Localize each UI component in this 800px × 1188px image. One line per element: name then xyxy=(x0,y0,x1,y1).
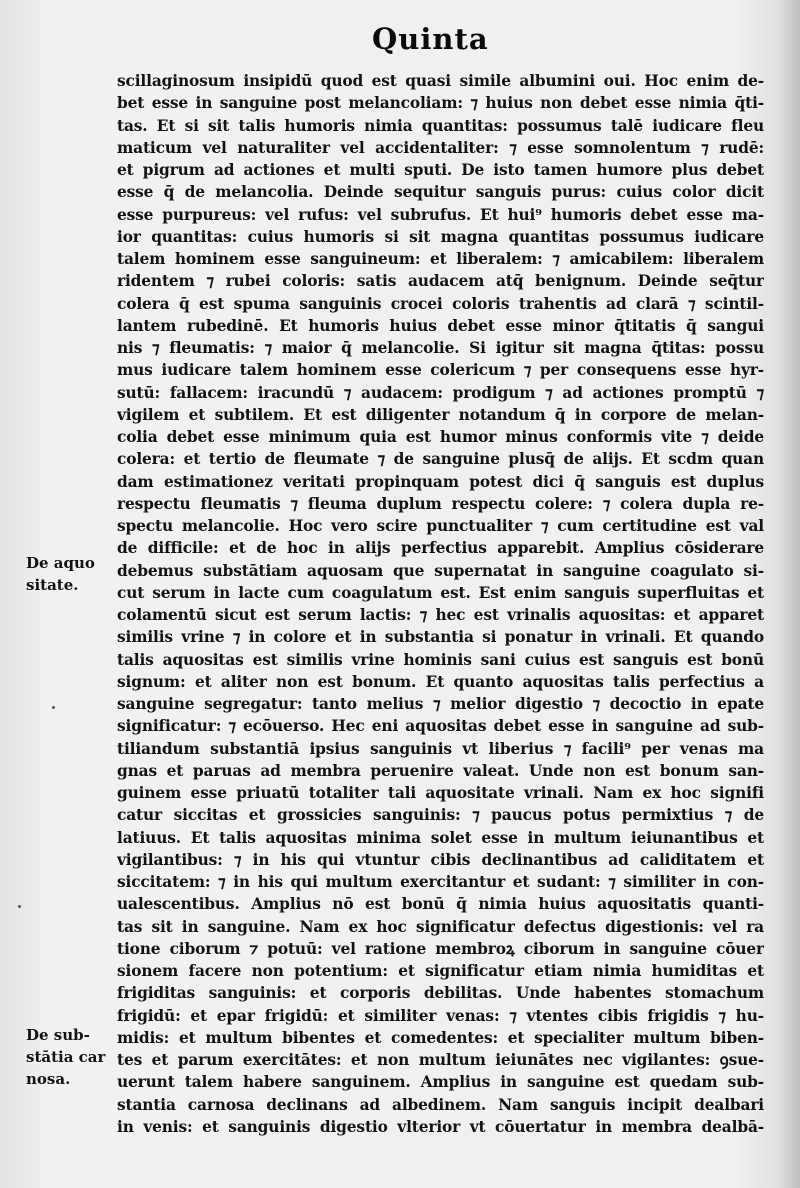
text-line: frigiditas sanguinis: et corporis debilitas. Unde habentes stomachum xyxy=(117,984,764,1003)
text-line: debemus substātiam aquosam que supernatat in sanguine coagulato si- xyxy=(117,561,764,580)
text-line: signum: et aliter non est bonum. Et quanto aquositas talis perfectius a xyxy=(117,672,764,691)
text-line: stantia carnosa declinans ad albedinem. Nam sanguis incipit dealbari xyxy=(117,1095,764,1114)
text-line: tes et parum exercitātes: et non multum ieiunātes nec vigilantes: ꝯsue- xyxy=(117,1051,764,1069)
text-line: catur siccitas et grossicies sanguinis: ⁊ paucus potus permixtius ⁊ de xyxy=(117,806,764,825)
text-line: respectu fleumatis ⁊ fleuma duplum respectu colere: ⁊ colera dupla re- xyxy=(117,494,764,513)
text-line: uerunt talem habere sanguinem. Amplius in sanguine est quedam sub- xyxy=(117,1073,764,1092)
page-edge-shadow xyxy=(778,0,800,1188)
text-line: tiliandum substantiā ipsius sanguinis vt liberius ⁊ facili⁹ per venas ma xyxy=(117,739,764,758)
text-line: ior quantitas: cuius humoris si sit magna quantitas possumus iudicare xyxy=(117,227,764,246)
text-line: tione ciborum ⁊ potuū: vel ratione membroꝝ ciborum in sanguine cōuer xyxy=(117,939,764,958)
text-line: bet esse in sanguine post melancoliam: ⁊ huius non debet esse nimia q̄ti- xyxy=(117,94,764,113)
text-line: gnas et paruas ad membra peruenire valeat. Unde non est bonum san- xyxy=(117,761,764,780)
marginal-line: stātia car xyxy=(26,1048,106,1066)
marginal-line: De sub- xyxy=(26,1026,90,1044)
running-head: Quinta xyxy=(372,22,489,56)
text-line: talis aquositas est similis vrine hominis sani cuius est sanguis est bonū xyxy=(117,650,764,669)
ink-speck xyxy=(52,706,55,709)
text-line: lantem rubedinē. Et humoris huius debet esse minor q̄titatis q̄ sangui xyxy=(117,316,764,335)
text-line: cut serum in lacte cum coagulatum est. Est enim sanguis superfluitas et xyxy=(117,583,764,602)
text-line: colera: et tertio de fleumate ⁊ de sanguine plusq̄ de alijs. Et scdm quan xyxy=(117,450,764,469)
text-line: mus iudicare talem hominem esse colericum ⁊ per consequens esse hyr- xyxy=(117,361,764,380)
marginal-note-substantia-carnosa xyxy=(26,1024,114,1090)
text-line: ualescentibus. Amplius nō est bonū q̄ nimia huius aquositatis quanti- xyxy=(117,895,764,914)
main-text-block xyxy=(117,70,764,1138)
text-line: sionem facere non potentium: et significatur etiam nimia humiditas et xyxy=(117,962,764,980)
text-line: latiuus. Et talis aquositas minima solet esse in multum ieiunantibus et xyxy=(117,828,764,847)
text-line: colia debet esse minimum quia est humor minus conformis vite ⁊ deide xyxy=(117,428,764,446)
text-line: guinem esse priuatū totaliter tali aquositate vrinali. Nam ex hoc signifi xyxy=(117,784,764,802)
marginal-line: sitate. xyxy=(26,576,79,594)
text-line: tas sit in sanguine. Nam ex hoc significatur defectus digestionis: vel ra xyxy=(117,917,764,936)
text-line: scillaginosum insipidū quod est quasi simile albumini oui. Hoc enim de- xyxy=(117,72,764,90)
text-line: talem hominem esse sanguineum: et liberalem: ⁊ amicabilem: liberalem xyxy=(117,250,764,268)
text-line: significatur: ⁊ ecōuerso. Hec eni aquositas debet esse in sanguine ad sub- xyxy=(117,717,764,736)
text-line: nis ⁊ fleumatis: ⁊ maior q̄ melancolie. Si igitur sit magna q̄titas: possu xyxy=(117,339,764,357)
text-line: siccitatem: ⁊ in his qui multum exercitantur et sudant: ⁊ similiter in con- xyxy=(117,873,764,891)
text-line: midis: et multum bibentes et comedentes: et specialiter multum biben- xyxy=(117,1028,764,1047)
text-line: sutū: fallacem: iracundū ⁊ audacem: prodigum ⁊ ad actiones promptū ⁊ xyxy=(117,383,764,402)
text-line: vigilem et subtilem. Et est diligenter notandum q̄ in corpore de melan- xyxy=(117,405,764,424)
ink-speck xyxy=(18,905,21,908)
text-line: colamentū sicut est serum lactis: ⁊ hec est vrinalis aquositas: et apparet xyxy=(117,606,764,624)
text-line: esse q̄ de melancolia. Deinde sequitur sanguis purus: cuius color dicit xyxy=(117,183,764,202)
text-line: vigilantibus: ⁊ in his qui vtuntur cibis declinantibus ad caliditatem et xyxy=(117,850,764,869)
text-line: ridentem ⁊ rubei coloris: satis audacem atq̄ benignum. Deinde seq̄tur xyxy=(117,272,764,291)
text-line: tas. Et si sit talis humoris nimia quantitas: possumus talē iudicare fleu xyxy=(117,116,764,135)
marginal-line: nosa. xyxy=(26,1070,71,1088)
text-line: maticum vel naturaliter vel accidentaliter: ⁊ esse somnolentum ⁊ rudē: xyxy=(117,138,764,157)
text-line: spectu melancolie. Hoc vero scire punctualiter ⁊ cum certitudine est val xyxy=(117,517,764,535)
marginal-note-aquositate xyxy=(26,552,114,596)
marginal-line: De aquo xyxy=(26,554,95,572)
text-line: colera q̄ est spuma sanguinis crocei coloris trahentis ad clarā ⁊ scintil- xyxy=(117,294,764,313)
text-line: dam estimationez veritati propinquam potest dici q̄ sanguis est duplus xyxy=(117,472,764,491)
text-line: in venis: et sanguinis digestio vlterior vt cōuertatur in membra dealbā- xyxy=(117,1117,764,1136)
text-line: frigidū: et epar frigidū: et similiter venas: ⁊ vtentes cibis frigidis ⁊ hu- xyxy=(117,1006,764,1025)
text-line: de difficile: et de hoc in alijs perfectius apparebit. Amplius cōsiderare xyxy=(117,539,764,558)
text-line: esse purpureus: vel rufus: vel subrufus. Et hui⁹ humoris debet esse ma- xyxy=(117,205,764,224)
text-line: sanguine segregatur: tanto melius ⁊ melior digestio ⁊ decoctio in epate xyxy=(117,695,764,713)
text-line: et pigrum ad actiones et multi sputi. De isto tamen humore plus debet xyxy=(117,161,764,179)
text-line: similis vrine ⁊ in colore et in substantia si ponatur in vrinali. Et quando xyxy=(117,628,764,647)
